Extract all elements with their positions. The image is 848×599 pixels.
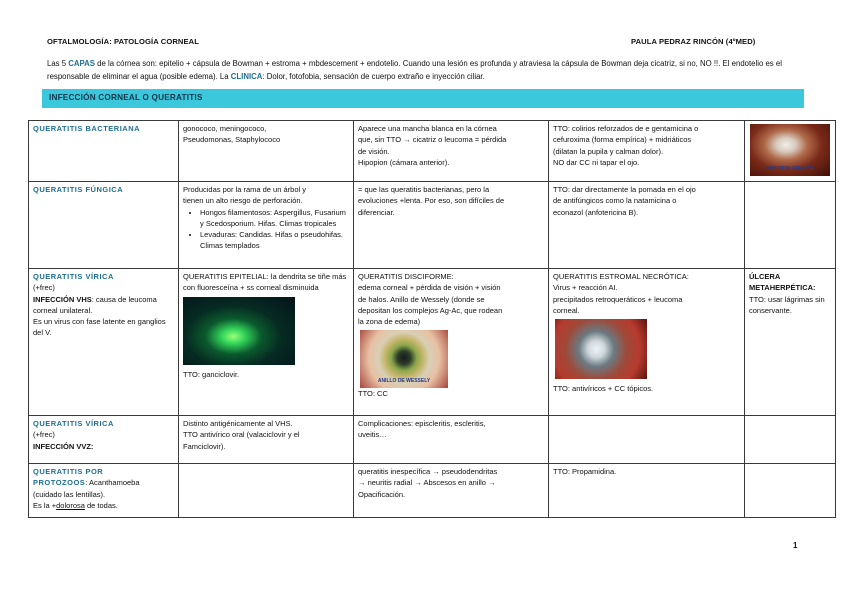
page-number: 1 bbox=[793, 541, 798, 550]
cell-protozoos-clinica bbox=[354, 464, 549, 518]
cell-protozoos-empty-2 bbox=[745, 464, 836, 518]
cell-bacteriana-agentes bbox=[179, 121, 354, 182]
cell-protozoos-tto bbox=[549, 464, 745, 518]
table-row-protozoos bbox=[29, 464, 836, 518]
necrotic-keratitis-photo bbox=[555, 319, 647, 379]
text-line: (dilatan la pupila y calman dolor). bbox=[553, 146, 664, 156]
row-title: QUERATITIS FÚNGICA bbox=[33, 185, 124, 194]
text-line: edema corneal + pérdida de visión + visión bbox=[358, 283, 501, 293]
subtype-title: QUERATITIS DISCIFORME: bbox=[358, 272, 454, 281]
dendrite-fluorescein-photo bbox=[183, 297, 295, 365]
vhs-label: INFECCIÓN VHS bbox=[33, 294, 92, 304]
text-line: Complicaciones: episcleritis, escleritis, bbox=[358, 419, 486, 428]
text-line: tienen un alto riesgo de perforación. bbox=[183, 196, 303, 206]
text-line: : Acanthamoeba bbox=[85, 478, 140, 488]
cell-fungica-empty bbox=[745, 182, 836, 269]
table-row-virica bbox=[29, 269, 836, 416]
text-line: Hipopion (cámara anterior). bbox=[358, 157, 450, 167]
text-line: Virus + reacción AI. bbox=[553, 283, 618, 293]
keyword-clinica: CLINICA bbox=[230, 72, 263, 81]
section-title: INFECCIÓN CORNEAL O QUERATITIS bbox=[49, 93, 203, 102]
subtype-title: QUERATITIS ESTROMAL NECRÓTICA: bbox=[553, 272, 689, 281]
subtype-title: QUERATITIS EPITELIAL: bbox=[183, 272, 269, 281]
text-line: la zona de edema) bbox=[358, 317, 421, 327]
text-line: Aparece una mancha blanca en la córnea bbox=[358, 124, 497, 133]
list-item: • Hongos filamentosos: Aspergillus, Fusarium y Scedosporium. Hifas. Climas tropicales bbox=[200, 207, 349, 230]
cell-vvz-agentes bbox=[179, 416, 354, 464]
text-line: → neuritis radial → Abscesos en anillo → bbox=[358, 478, 496, 488]
intro-paragraph bbox=[47, 57, 802, 83]
text-line: TTO: ganciclovir. bbox=[183, 369, 240, 379]
text-line: de visión. bbox=[358, 146, 390, 156]
document-header-left: OFTALMOLOGÍA: PATOLOGÍA CORNEAL bbox=[47, 37, 200, 46]
text-line: precipitados retroqueráticos + leucoma bbox=[553, 294, 683, 304]
row-title: QUERATITIS VÍRICA bbox=[33, 272, 114, 281]
hipopion-eye-photo bbox=[750, 124, 830, 176]
wessely-ring-photo bbox=[360, 330, 448, 388]
text-line: Es un virus con fase latente en ganglios del V. bbox=[33, 317, 166, 338]
photo-caption: ANILLO DE WESSELY bbox=[377, 378, 431, 385]
cell-protozoos-empty bbox=[179, 464, 354, 518]
table-row-bacteriana bbox=[29, 121, 836, 182]
intro-text-1: Las 5 bbox=[47, 59, 69, 68]
text-line: Famciclovir). bbox=[183, 441, 226, 451]
text-line: que, sin TTO → cicatriz o leucoma = pérdida bbox=[358, 135, 507, 145]
text-line: TTO antivírico oral (valaciclovir y el bbox=[183, 430, 300, 440]
cell-fungica-agentes bbox=[179, 182, 354, 269]
intro-text-3: : Dolor, fotofobia, sensación de cuerpo extraño e inyección ciliar. bbox=[262, 72, 485, 81]
text-line: gonococo, meningococo, bbox=[183, 124, 267, 133]
text-line: diferenciar. bbox=[358, 207, 395, 217]
cell-virica-estromal bbox=[549, 269, 745, 416]
text-line: Pseudomonas, Staphylococo bbox=[183, 135, 281, 145]
cell-bacteriana-clinica bbox=[354, 121, 549, 182]
cell-virica-title bbox=[29, 269, 179, 416]
cell-vvz-empty-2 bbox=[745, 416, 836, 464]
text-line: queratitis inespecífica → pseudodendritas bbox=[358, 467, 498, 476]
cell-fungica-clinica bbox=[354, 182, 549, 269]
text-line: (cuidado las lentillas). bbox=[33, 489, 106, 499]
protozoos-line bbox=[33, 477, 174, 488]
row-title: QUERATITIS BACTERIANA bbox=[33, 124, 141, 133]
text-line: TTO: usar lágrimas sin conservante. bbox=[749, 294, 825, 315]
section-title-band bbox=[42, 89, 804, 108]
vhs-line bbox=[33, 294, 174, 317]
list-item: • Levaduras: Candidas. Hifas o pseudohifas. Climas templados bbox=[200, 229, 349, 252]
cell-vvz-clinica bbox=[354, 416, 549, 464]
cell-bacteriana-tto bbox=[549, 121, 745, 182]
text-line: TTO: colirios reforzados de e gentamicina o bbox=[553, 124, 699, 133]
text-line: cefuroxima (forma empírica) + midriáticos bbox=[553, 135, 692, 145]
text-line: de halos. Anillo de Wessely (donde se bbox=[358, 294, 485, 304]
cell-vvz-title bbox=[29, 416, 179, 464]
epitelial-text bbox=[183, 271, 349, 294]
cell-bacteriana-image bbox=[745, 121, 836, 182]
table-row-fungica bbox=[29, 182, 836, 269]
text-line: Opacificación. bbox=[358, 489, 406, 499]
document-header-right: PAULA PEDRAZ RINCÓN (4ºMED) bbox=[631, 37, 756, 46]
row-title: QUERATITIS VÍRICA bbox=[33, 419, 114, 428]
text-line: = que las queratitis bacterianas, pero la bbox=[358, 185, 490, 194]
text-line: Producidas por la rama de un árbol y bbox=[183, 185, 306, 194]
text-line: Distinto antigénicamente al VHS. bbox=[183, 419, 293, 428]
cell-bacteriana-title bbox=[29, 121, 179, 182]
cell-virica-ulcera bbox=[745, 269, 836, 416]
keyword-capas: CAPAS bbox=[68, 59, 95, 68]
subtype-title: ÚLCERA METAHERPÉTICA: bbox=[749, 272, 816, 293]
text-line: corneal. bbox=[553, 305, 580, 315]
text-line: TTO: Propamidina. bbox=[553, 467, 617, 476]
photo-caption: HIPOPION GRANDE bbox=[766, 165, 814, 172]
text-line: depositan los complejos Ag-Ac, que rodean bbox=[358, 305, 503, 315]
row-title: QUERATITIS POR bbox=[33, 467, 104, 476]
cell-fungica-title bbox=[29, 182, 179, 269]
text-line: TTO: dar directamente la pomada en el ojo bbox=[553, 185, 696, 194]
text-line: uveitis… bbox=[358, 430, 387, 440]
table-row-vvz bbox=[29, 416, 836, 464]
text-part: Es la + bbox=[33, 500, 57, 510]
keratitis-table bbox=[28, 120, 836, 518]
text-line: evoluciones +lenta. Por eso, son difíciles de bbox=[358, 196, 505, 206]
cell-virica-disciforme bbox=[354, 269, 549, 416]
row-title-2: PROTOZOOS bbox=[33, 478, 86, 488]
vhs-text: : causa de leucoma corneal unilateral. bbox=[33, 294, 157, 315]
text-line: econazol (anfotericina B). bbox=[553, 207, 639, 217]
text-line: (+frec) bbox=[33, 430, 55, 440]
intro-text-2: de la córnea son: epitelio + cápsula de Bowman + estroma + mbdescement + endotelio. Cuando una lesión es profunda y atraviesa la cápsula de Bowman deja cicatriz, si no, NO !!. El endotelio es el responsable de eliminar el agua (posible edema). La bbox=[47, 59, 782, 81]
text-line: NO dar CC ni tapar el ojo. bbox=[553, 157, 640, 167]
cell-vvz-empty bbox=[549, 416, 745, 464]
underlined-text: dolorosa bbox=[56, 500, 85, 510]
text-part: de todas. bbox=[84, 500, 118, 510]
subtype-text: la dendrita se tiñe más con fluoresceína + ss corneal disminuida bbox=[183, 272, 347, 293]
text-line: TTO: antivíricos + CC tópicos. bbox=[553, 384, 654, 394]
cell-protozoos-title bbox=[29, 464, 179, 518]
text-line: de antifúngicos como la natamicina o bbox=[553, 196, 677, 206]
fungi-list bbox=[183, 207, 349, 252]
text-line: (+frec) bbox=[33, 283, 55, 293]
cell-virica-epitelial bbox=[179, 269, 354, 416]
cell-fungica-tto bbox=[549, 182, 745, 269]
vvz-label: INFECCIÓN VVZ: bbox=[33, 441, 94, 451]
protozoos-line-3 bbox=[33, 500, 174, 511]
text-line: TTO: CC bbox=[358, 389, 388, 399]
